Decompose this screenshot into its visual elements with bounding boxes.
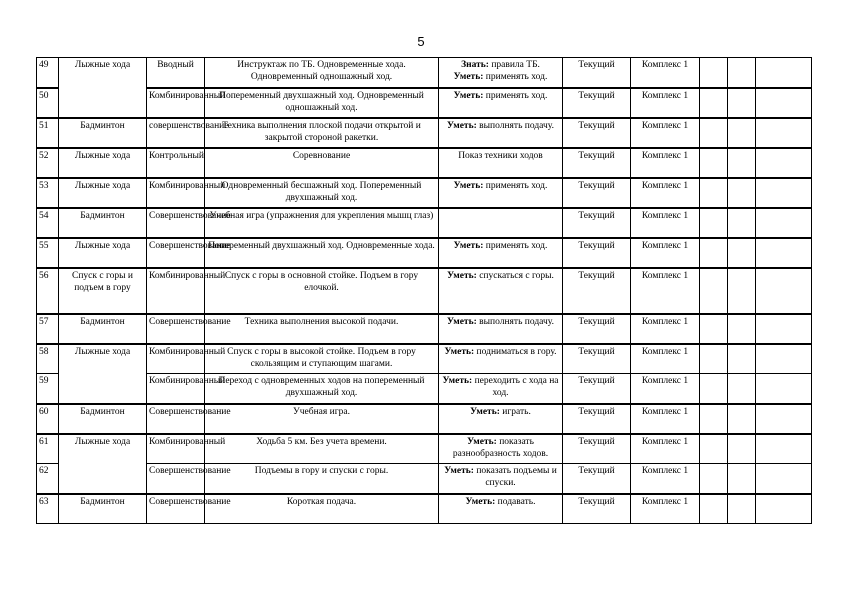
table-row xyxy=(37,314,812,344)
requirements-cell xyxy=(439,344,563,374)
control-type-cell: Текущий xyxy=(563,494,631,524)
lesson-content-cell: Спуск с горы в высокой стойке. Подъем в гору скользящим и ступающим шагами. xyxy=(205,344,439,374)
date-plan-cell xyxy=(700,268,728,314)
notes-cell xyxy=(756,178,812,208)
requirement-text: показать подъемы и спуски. xyxy=(473,466,557,488)
table-row xyxy=(37,58,812,88)
requirements-cell xyxy=(439,208,563,238)
lesson-number-cell: 56 xyxy=(37,268,59,314)
homework-cell: Комплекс 1 xyxy=(631,344,700,374)
date-plan-cell xyxy=(700,374,728,404)
requirement-text: подавать. xyxy=(495,496,536,507)
control-type-cell: Текущий xyxy=(563,464,631,494)
table-row xyxy=(37,464,812,494)
lesson-content-cell: Переход с одновременных ходов на попеременный двухшажный ход. xyxy=(205,374,439,404)
lesson-type-cell: Совершенствование xyxy=(147,208,205,238)
date-plan-cell xyxy=(700,148,728,178)
lesson-number-cell: 57 xyxy=(37,314,59,344)
homework-cell: Комплекс 1 xyxy=(631,178,700,208)
lesson-topic-cell: Лыжные хода xyxy=(59,58,147,118)
date-plan-cell xyxy=(700,494,728,524)
page-number: 5 xyxy=(417,34,425,49)
requirement-label: Уметь: xyxy=(442,376,473,386)
control-type-cell: Текущий xyxy=(563,314,631,344)
lesson-content-cell: Одновременный бесшажный ход. Попеременный двухшажный ход. xyxy=(205,178,439,208)
control-type-cell: Текущий xyxy=(563,268,631,314)
date-fact-cell xyxy=(728,374,756,404)
homework-cell: Комплекс 1 xyxy=(631,148,700,178)
lesson-type-cell: Совершенствование xyxy=(147,494,205,524)
date-fact-cell xyxy=(728,88,756,118)
homework-cell: Комплекс 1 xyxy=(631,238,700,268)
table-row xyxy=(37,208,812,238)
lesson-number-cell: 51 xyxy=(37,118,59,148)
date-fact-cell xyxy=(728,58,756,88)
lesson-topic-cell: Бадминтон xyxy=(59,118,147,148)
notes-cell xyxy=(756,374,812,404)
date-plan-cell xyxy=(700,344,728,374)
lesson-topic-cell: Бадминтон xyxy=(59,494,147,524)
requirement-label: Уметь: xyxy=(467,436,497,447)
lesson-number-cell: 53 xyxy=(37,178,59,208)
requirements-cell xyxy=(439,404,563,434)
lesson-topic-cell: Лыжные хода xyxy=(59,238,147,268)
table-row xyxy=(37,434,812,464)
lesson-type-cell: Совершенствование xyxy=(147,404,205,434)
requirement-text: применять ход. xyxy=(483,180,548,191)
requirement-label: Уметь: xyxy=(453,72,484,82)
requirements-cell xyxy=(439,268,563,314)
notes-cell xyxy=(756,118,812,148)
lesson-number-cell: 50 xyxy=(37,88,59,118)
lesson-topic-cell: Лыжные хода xyxy=(59,434,147,494)
lesson-topic-cell: Спуск с горы и подъем в гору xyxy=(59,268,147,314)
date-fact-cell xyxy=(728,344,756,374)
lesson-number-cell: 61 xyxy=(37,434,59,464)
homework-cell: Комплекс 1 xyxy=(631,434,700,464)
lesson-type-cell: совершенствование xyxy=(147,118,205,148)
control-type-cell: Текущий xyxy=(563,238,631,268)
lesson-type-cell: Контрольный xyxy=(147,148,205,178)
requirement-text: выполнять подачу. xyxy=(476,120,554,131)
requirement-text: спускаться с горы. xyxy=(476,270,554,281)
requirements-cell xyxy=(439,238,563,268)
lesson-topic-cell: Лыжные хода xyxy=(59,178,147,208)
requirements-cell xyxy=(439,58,563,88)
lesson-topic-cell: Лыжные хода xyxy=(59,148,147,178)
control-type-cell: Текущий xyxy=(563,178,631,208)
notes-cell xyxy=(756,88,812,118)
lesson-content-cell: Техника выполнения высокой подачи. xyxy=(205,314,439,344)
date-fact-cell xyxy=(728,148,756,178)
requirement-text: показать разнообразность ходов. xyxy=(452,436,549,459)
requirement-text: выполнять подачу. xyxy=(476,316,554,327)
notes-cell xyxy=(756,268,812,314)
lesson-number-cell: 60 xyxy=(37,404,59,434)
homework-cell: Комплекс 1 xyxy=(631,314,700,344)
lesson-plan-body xyxy=(37,58,812,524)
table-row xyxy=(37,88,812,118)
table-row xyxy=(37,148,812,178)
lesson-topic-cell: Лыжные хода xyxy=(59,344,147,404)
requirement-label: Уметь: xyxy=(453,240,484,251)
date-fact-cell xyxy=(728,238,756,268)
homework-cell: Комплекс 1 xyxy=(631,464,700,494)
requirement-label: Уметь: xyxy=(447,316,477,327)
date-plan-cell xyxy=(700,238,728,268)
control-type-cell: Текущий xyxy=(563,404,631,434)
notes-cell xyxy=(756,238,812,268)
lesson-type-cell: Совершенствование xyxy=(147,314,205,344)
lesson-number-cell: 49 xyxy=(37,58,59,88)
requirements-cell xyxy=(439,148,563,178)
requirement-text: переходить с хода на ход. xyxy=(472,376,559,398)
notes-cell xyxy=(756,148,812,178)
requirements-cell xyxy=(439,494,563,524)
lesson-number-cell: 59 xyxy=(37,374,59,404)
lesson-topic-cell: Бадминтон xyxy=(59,404,147,434)
control-type-cell: Текущий xyxy=(563,374,631,404)
notes-cell xyxy=(756,464,812,494)
lesson-content-cell: Учебная игра. xyxy=(205,404,439,434)
requirements-cell xyxy=(439,88,563,118)
homework-cell: Комплекс 1 xyxy=(631,118,700,148)
table-row xyxy=(37,238,812,268)
lesson-type-cell: Комбинированный xyxy=(147,178,205,208)
lesson-type-cell: Комбинированный xyxy=(147,88,205,118)
date-fact-cell xyxy=(728,314,756,344)
lesson-type-cell: Комбинированный xyxy=(147,344,205,374)
lesson-topic-cell: Бадминтон xyxy=(59,208,147,238)
requirements-cell xyxy=(439,464,563,494)
lesson-content-cell: Ходьба 5 км. Без учета времени. xyxy=(205,434,439,464)
table-row xyxy=(37,268,812,314)
date-fact-cell xyxy=(728,268,756,314)
lesson-content-cell: Спуск с горы в основной стойке. Подъем в гору елочкой. xyxy=(205,268,439,314)
date-fact-cell xyxy=(728,494,756,524)
lesson-number-cell: 62 xyxy=(37,464,59,494)
requirement-text: применять ход. xyxy=(483,90,548,101)
notes-cell xyxy=(756,434,812,464)
requirement-text: правила ТБ. xyxy=(488,60,540,70)
table-row xyxy=(37,118,812,148)
date-fact-cell xyxy=(728,464,756,494)
lesson-number-cell: 54 xyxy=(37,208,59,238)
requirements-cell xyxy=(439,178,563,208)
table-row xyxy=(37,404,812,434)
lesson-type-cell: Комбинированный xyxy=(147,374,205,404)
date-plan-cell xyxy=(700,314,728,344)
homework-cell: Комплекс 1 xyxy=(631,88,700,118)
lesson-type-cell: Совершенствование xyxy=(147,464,205,494)
lesson-content-cell: Подъемы в гору и спуски с горы. xyxy=(205,464,439,494)
control-type-cell: Текущий xyxy=(563,88,631,118)
requirement-text: Показ техники ходов xyxy=(458,150,543,161)
lesson-number-cell: 63 xyxy=(37,494,59,524)
homework-cell: Комплекс 1 xyxy=(631,268,700,314)
requirement-label: Уметь: xyxy=(444,466,474,476)
table-row xyxy=(37,374,812,404)
date-plan-cell xyxy=(700,88,728,118)
requirement-text: играть. xyxy=(499,406,531,417)
lesson-number-cell: 52 xyxy=(37,148,59,178)
requirement-label: Уметь: xyxy=(470,406,500,417)
requirement-label: Уметь: xyxy=(453,180,484,191)
lesson-type-cell: Вводный xyxy=(147,58,205,88)
notes-cell xyxy=(756,314,812,344)
requirement-label: Уметь: xyxy=(447,270,477,281)
date-fact-cell xyxy=(728,178,756,208)
date-fact-cell xyxy=(728,404,756,434)
date-plan-cell xyxy=(700,178,728,208)
notes-cell xyxy=(756,494,812,524)
notes-cell xyxy=(756,208,812,238)
requirements-cell xyxy=(439,434,563,464)
lesson-content-cell: Попеременный двухшажный ход. Одновременные хода. xyxy=(205,238,439,268)
date-plan-cell xyxy=(700,58,728,88)
lesson-plan-table xyxy=(36,57,812,524)
control-type-cell: Текущий xyxy=(563,148,631,178)
control-type-cell: Текущий xyxy=(563,208,631,238)
notes-cell xyxy=(756,58,812,88)
lesson-number-cell: 55 xyxy=(37,238,59,268)
lesson-content-cell: Короткая подача. xyxy=(205,494,439,524)
control-type-cell: Текущий xyxy=(563,344,631,374)
homework-cell: Комплекс 1 xyxy=(631,58,700,88)
homework-cell: Комплекс 1 xyxy=(631,494,700,524)
control-type-cell: Текущий xyxy=(563,118,631,148)
table-row xyxy=(37,494,812,524)
control-type-cell: Текущий xyxy=(563,58,631,88)
requirements-cell xyxy=(439,118,563,148)
lesson-type-cell: Комбинированный xyxy=(147,434,205,464)
date-fact-cell xyxy=(728,434,756,464)
lesson-topic-cell: Бадминтон xyxy=(59,314,147,344)
date-plan-cell xyxy=(700,404,728,434)
requirement-label: Уметь: xyxy=(465,496,496,507)
requirement-label: Уметь: xyxy=(447,120,477,131)
requirement-label: Уметь: xyxy=(444,346,475,357)
table-row xyxy=(37,344,812,374)
lesson-type-cell: Комбинированный xyxy=(147,268,205,314)
requirement-label: Знать: xyxy=(461,60,489,70)
requirement-text: применять ход. xyxy=(483,72,548,82)
lesson-content-cell: Инструктаж по ТБ. Одновременные хода. Одновременный одношажный ход. xyxy=(205,58,439,88)
lesson-number-cell: 58 xyxy=(37,344,59,374)
homework-cell: Комплекс 1 xyxy=(631,374,700,404)
requirement-label: Уметь: xyxy=(453,90,484,101)
notes-cell xyxy=(756,404,812,434)
lesson-content-cell: Соревнование xyxy=(205,148,439,178)
notes-cell xyxy=(756,344,812,374)
date-plan-cell xyxy=(700,208,728,238)
date-plan-cell xyxy=(700,434,728,464)
date-plan-cell xyxy=(700,464,728,494)
homework-cell: Комплекс 1 xyxy=(631,208,700,238)
date-plan-cell xyxy=(700,118,728,148)
homework-cell: Комплекс 1 xyxy=(631,404,700,434)
lesson-type-cell: Совершенствование xyxy=(147,238,205,268)
date-fact-cell xyxy=(728,208,756,238)
control-type-cell: Текущий xyxy=(563,434,631,464)
requirement-text: применять ход. xyxy=(483,240,548,251)
requirements-cell xyxy=(439,314,563,344)
requirements-cell xyxy=(439,374,563,404)
lesson-content-cell: Попеременный двухшажный ход. Одновременный одношажный ход. xyxy=(205,88,439,118)
date-fact-cell xyxy=(728,118,756,148)
lesson-content-cell: Техника выполнения плоской подачи открытой и закрытой стороной ракетки. xyxy=(205,118,439,148)
lesson-content-cell: Учебная игра (упражнения для укрепления мышц глаз) xyxy=(205,208,439,238)
requirement-text: подниматься в гору. xyxy=(474,346,557,357)
table-row xyxy=(37,178,812,208)
